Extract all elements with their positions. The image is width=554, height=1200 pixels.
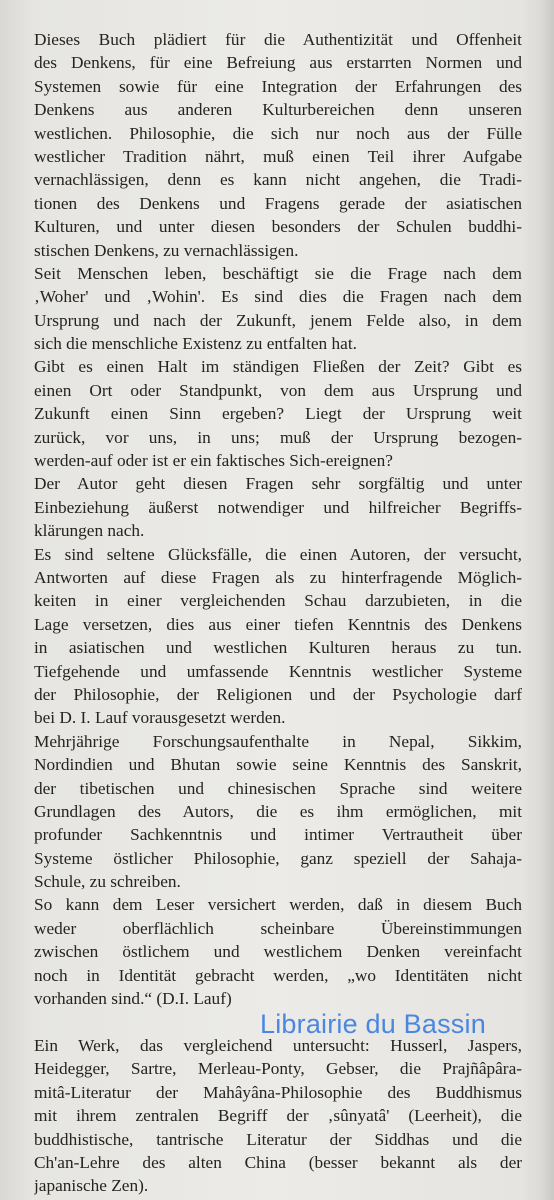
text-line: Es sind seltene Glücksfälle, die einen Autoren, der versucht, xyxy=(34,544,522,564)
text-line: noch in Identität gebracht werden, „wo Identitäten nicht xyxy=(34,965,522,985)
watermark-text: Librairie du Bassin xyxy=(260,1009,486,1039)
text-line: bei D. I. Lauf vorausgesetzt werden. xyxy=(34,708,286,728)
text-line: Kulturen, und unter diesen besonders der Schulen buddhi- xyxy=(34,217,522,237)
text-line: So kann dem Leser versichert werden, daß in diesem Buch xyxy=(34,895,522,915)
text-line: tionen des Denkens und Fragens gerade der asiatischen xyxy=(34,193,522,213)
text-line: Denkens aus anderen Kulturbereichen denn unseren xyxy=(34,100,522,120)
text-line: Lage versetzen, dies aus einer tiefen Kenntnis des Denkens xyxy=(34,614,522,634)
text-line: Ein Werk, das vergleichend untersucht: Husserl, Jaspers, xyxy=(34,1036,522,1055)
text-line: Gibt es einen Halt im ständigen Fließen der Zeit? Gibt es xyxy=(34,357,522,377)
text-line: mitâ-Literatur der Mahâyâna-Philosophie des Buddhismus xyxy=(34,1082,522,1102)
text-line: einen Ort oder Standpunkt, von dem aus Ursprung und xyxy=(34,380,522,400)
paragraph-comparative-works xyxy=(34,1034,522,1198)
paragraph-assurance xyxy=(34,893,522,1010)
text-line: der tibetischen und chinesischen Sprache sind weitere xyxy=(34,778,522,798)
text-line: Mehrjährige Forschungsaufenthalte in Nepal, Sikkim, xyxy=(34,731,522,751)
text-line: Schule, zu schreiben. xyxy=(34,872,181,892)
text-line: keiten in einer vergleichenden Schau darzubieten, in die xyxy=(34,591,522,611)
text-line: profunder Sachkenntnis und intimer Vertrautheit über xyxy=(34,825,522,845)
text-line: weder oberflächlich scheinbare Übereinstimmungen xyxy=(34,918,522,938)
text-line: stischen Denkens, zu vernachlässigen. xyxy=(34,240,299,260)
text-line: Tiefgehende und umfassende Kenntnis westlicher Systeme xyxy=(34,661,522,681)
text-line: werden-auf oder ist er ein faktisches Sich-ereignen? xyxy=(34,451,393,471)
text-line: Systemen sowie für eine Integration der Erfahrungen des xyxy=(34,76,522,96)
text-line: buddhistische, tantrische Literatur der Siddhas und die xyxy=(34,1129,522,1149)
text-line: Heidegger, Sartre, Merleau-Ponty, Gebser, die Prajñâpâra- xyxy=(34,1059,522,1079)
text-line: Einbeziehung äußerst notwendiger und hilfreicher Begriffs- xyxy=(34,497,522,517)
text-line: vernachlässigen, denn es kann nicht angehen, die Tradi- xyxy=(34,170,522,190)
paragraph-author-approach xyxy=(34,472,522,542)
text-line: Antworten auf diese Fragen als zu hinterfragende Möglich- xyxy=(34,567,522,587)
paragraph-intro xyxy=(34,28,522,262)
text-line: zurück, vor uns, in uns; muß der Ursprung bezogen- xyxy=(34,427,522,447)
paragraph-woher-wohin xyxy=(34,262,522,356)
text-line: Ursprung und nach der Zukunft, jenem Felde also, in dem xyxy=(34,310,522,330)
text-line: zwischen östlichem und westlichem Denken vereinfacht xyxy=(34,942,522,962)
text-line: ‚Woher' und ‚Wohin'. Es sind dies die Fragen nach dem xyxy=(34,287,522,307)
text-line: des Denkens, für eine Befreiung aus erstarrten Normen und xyxy=(34,53,522,73)
text-line: in asiatischen und westlichen Kulturen heraus zu tun. xyxy=(34,638,522,658)
text-line: Ch'an-Lehre des alten China (besser bekannt als der xyxy=(34,1152,522,1172)
text-line: mit ihrem zentralen Begriff der ‚sûnyatâ' (Leerheit), die xyxy=(34,1106,522,1126)
text-line: Der Autor geht diesen Fragen sehr sorgfältig und unter xyxy=(34,474,522,494)
text-line: Seit Menschen leben, beschäftigt sie die Frage nach dem xyxy=(34,263,522,283)
paragraph-research xyxy=(34,730,522,894)
text-line: Dieses Buch plädiert für die Authentizität und Offenheit xyxy=(34,30,522,49)
text-line: der Philosophie, der Religionen und der Psychologie darf xyxy=(34,684,522,704)
text-line: Grundlagen des Autors, die es ihm ermöglichen, mit xyxy=(34,801,522,821)
text-line: Systeme östlicher Philosophie, ganz speziell der Sahaja- xyxy=(34,848,522,868)
text-line: Nordindien und Bhutan sowie seine Kenntnis des Sanskrit, xyxy=(34,755,522,775)
text-line: westlicher Tradition nährt, muß einen Teil ihrer Aufgabe xyxy=(34,146,522,166)
text-line: sich die menschliche Existenz zu entfalten hat. xyxy=(34,334,357,354)
text-line: Zukunft einen Sinn ergeben? Liegt der Ursprung weit xyxy=(34,404,522,424)
text-line: westlichen. Philosophie, die sich nur noch aus der Fülle xyxy=(34,123,522,143)
text-line: klärungen nach. xyxy=(34,521,145,541)
paragraph-questions xyxy=(34,355,522,472)
page-edge-shadow xyxy=(540,0,554,1200)
text-line: japanische Zen). xyxy=(34,1176,149,1196)
paragraph-rare-fortune xyxy=(34,543,522,730)
text-line: vorhanden sind.“ (D.I. Lauf) xyxy=(34,989,232,1009)
